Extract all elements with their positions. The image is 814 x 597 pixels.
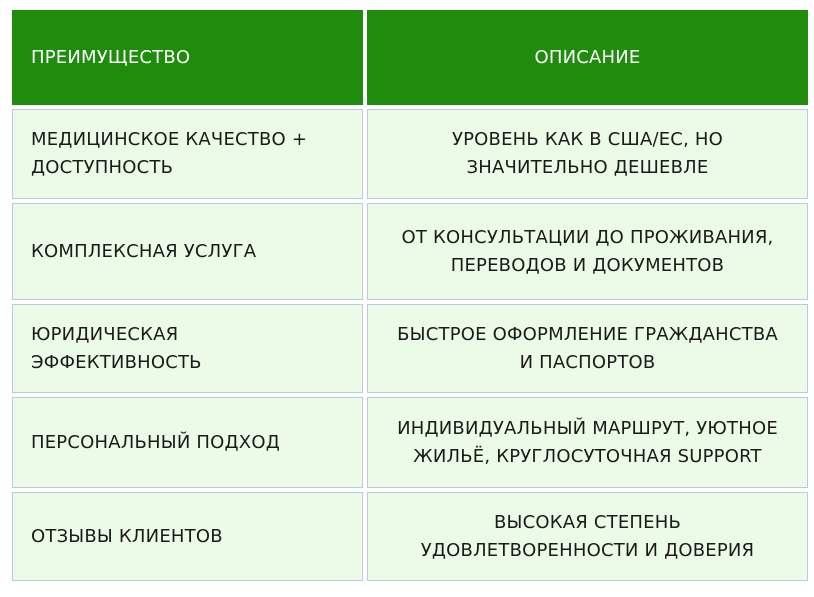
row-5-advantage	[12, 492, 363, 581]
header-advantage-label: ПРЕИМУЩЕСТВО	[31, 46, 191, 68]
cell-line: КОМПЛЕКСНАЯ УСЛУГА	[31, 240, 257, 262]
header-description	[367, 10, 808, 105]
header-description-label: ОПИСАНИЕ	[534, 46, 641, 68]
cell-line: УРОВЕНЬ КАК В США/ЕС, НО	[451, 129, 724, 150]
cell-line: ВЫСОКАЯ СТЕПЕНЬ	[493, 511, 682, 533]
cell-line: ДОСТУПНОСТЬ	[31, 157, 174, 178]
row-2-advantage	[12, 203, 363, 300]
row-1-description	[367, 109, 808, 199]
row-3-description	[367, 304, 808, 393]
row-2-description	[367, 203, 808, 300]
cell-line: ОТЗЫВЫ КЛИЕНТОВ	[31, 525, 223, 547]
row-4-description	[367, 397, 808, 488]
cell-line: ПЕРСОНАЛЬНЫЙ ПОДХОД	[31, 431, 280, 453]
advantages-table	[12, 10, 808, 581]
cell-line: ЗНАЧИТЕЛЬНО ДЕШЕВЛЕ	[466, 157, 709, 178]
row-5-description	[367, 492, 808, 581]
header-advantage	[12, 10, 363, 105]
cell-line: ИНДИВИДУАЛЬНЫЙ МАРШРУТ, УЮТНОЕ	[397, 417, 778, 439]
row-1-advantage	[12, 109, 363, 199]
cell-line: ЮРИДИЧЕСКАЯ	[31, 323, 179, 345]
cell-line: МЕДИЦИНСКОЕ КАЧЕСТВО +	[31, 129, 308, 150]
cell-line: И ПАСПОРТОВ	[519, 351, 656, 373]
cell-line: ЖИЛЬЁ, КРУГЛОСУТОЧНАЯ SUPPORT	[413, 445, 762, 467]
row-4-advantage	[12, 397, 363, 488]
row-3-advantage	[12, 304, 363, 393]
cell-line: ОТ КОНСУЛЬТАЦИИ ДО ПРОЖИВАНИЯ,	[401, 226, 774, 248]
cell-line: ПЕРЕВОДОВ И ДОКУМЕНТОВ	[450, 254, 725, 276]
cell-line: ЭФФЕКТИВНОСТЬ	[31, 351, 202, 373]
cell-line: БЫСТРОЕ ОФОРМЛЕНИЕ ГРАЖДАНСТВА	[397, 323, 778, 345]
cell-line: УДОВЛЕТВОРЕННОСТИ И ДОВЕРИЯ	[420, 539, 755, 561]
